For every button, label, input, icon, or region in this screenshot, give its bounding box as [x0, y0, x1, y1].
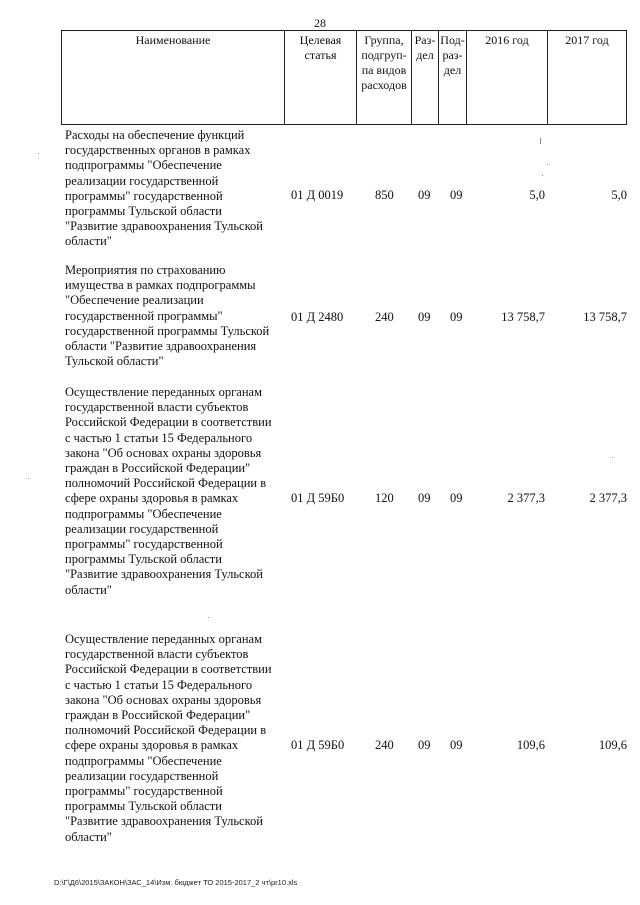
row-group: 850 — [375, 188, 394, 202]
table-row — [65, 263, 631, 373]
row-target-article: 01 Д 0019 — [291, 188, 344, 202]
row-value-2016: 109,6 — [516, 738, 545, 752]
row-target-article: 01 Д 59Б0 — [291, 738, 345, 752]
row-target-article: 01 Д 59Б0 — [291, 491, 345, 505]
scan-speck — [547, 164, 548, 165]
row-value-2017: 109,6 — [598, 738, 627, 752]
row-subsection: 09 — [450, 188, 463, 202]
header-subsection: Под- раз- дел — [439, 31, 467, 124]
scan-speck — [28, 478, 29, 479]
row-group: 240 — [375, 738, 394, 752]
row-section: 09 — [418, 738, 431, 752]
row-description: Мероприятия по страхованию имущества в рамках подпрограммы "Обеспечение реализации государственной программы" государственной программы Тульской области "Развитие здравоохранения Тульской области" — [65, 263, 270, 369]
header-group: Группа, подгруп- па видов расходов — [357, 31, 412, 124]
file-path-footer: D:\Г\Д6\2015\ЗАКОН\ЗАС_14\Изм. бюджет ТО 2015-2017_2 чт\pr10.xls — [54, 878, 298, 887]
scan-speck — [540, 138, 541, 144]
row-section: 09 — [418, 310, 431, 324]
header-year-2016: 2016 год — [467, 31, 548, 124]
row-value-2016: 2 377,3 — [507, 491, 545, 505]
row-section: 09 — [418, 491, 431, 505]
row-value-2017: 13 758,7 — [583, 310, 627, 324]
row-target-article: 01 Д 2480 — [291, 310, 344, 324]
scan-speck — [542, 175, 543, 176]
scan-speck — [208, 617, 209, 618]
row-value-2017: 5,0 — [611, 188, 627, 202]
header-target-article: Целевая статья — [285, 31, 357, 124]
table-row — [65, 385, 631, 605]
row-value-2017: 2 377,3 — [589, 491, 627, 505]
row-description: Осуществление переданных органам государственной власти субъектов Российской Федерации в соответствии с частью 1 статьи 15 Федерального закона "Об основах охраны здоровья граждан в Российской Федерации" полномочий Российской Федерации в сфере охраны здоровья в рамках подпрограммы "Обеспечение реализации государственной программы" государственной программы Тульской области "Развитие здравоохранения Тульской области" — [65, 385, 272, 597]
table-header — [61, 30, 627, 125]
row-description: Расходы на обеспечение функций государственных органов в рамках подпрограммы "Обеспечение реализации государственной программы" государственной программы Тульской области "Развитие здравоохранения Тульской области" — [65, 128, 263, 249]
row-subsection: 09 — [450, 491, 463, 505]
header-year-2017: 2017 год — [565, 33, 609, 47]
row-subsection: 09 — [450, 310, 463, 324]
scan-speck — [612, 457, 613, 458]
page-number: 28 — [314, 16, 326, 30]
row-value-2016: 5,0 — [529, 188, 545, 202]
table-row — [65, 128, 631, 253]
row-section: 09 — [418, 188, 431, 202]
row-value-2016: 13 758,7 — [501, 310, 545, 324]
row-group: 240 — [375, 310, 394, 324]
row-description: Осуществление переданных органам государственной власти субъектов Российской Федерации в соответствии с частью 1 статьи 15 Федерального закона "Об основах охраны здоровья граждан в Российской Федерации" полномочий Российской Федерации в сфере охраны здоровья в рамках подпрограммы "Обеспечение реализации государственной программы" государственной программы Тульской области "Развитие здравоохранения Тульской области" — [65, 632, 272, 844]
table-row — [65, 632, 631, 852]
header-name: Наименование — [62, 31, 285, 124]
row-group: 120 — [375, 491, 394, 505]
scan-speck — [38, 153, 39, 154]
row-subsection: 09 — [450, 738, 463, 752]
header-section: Раз- дел — [412, 31, 439, 124]
